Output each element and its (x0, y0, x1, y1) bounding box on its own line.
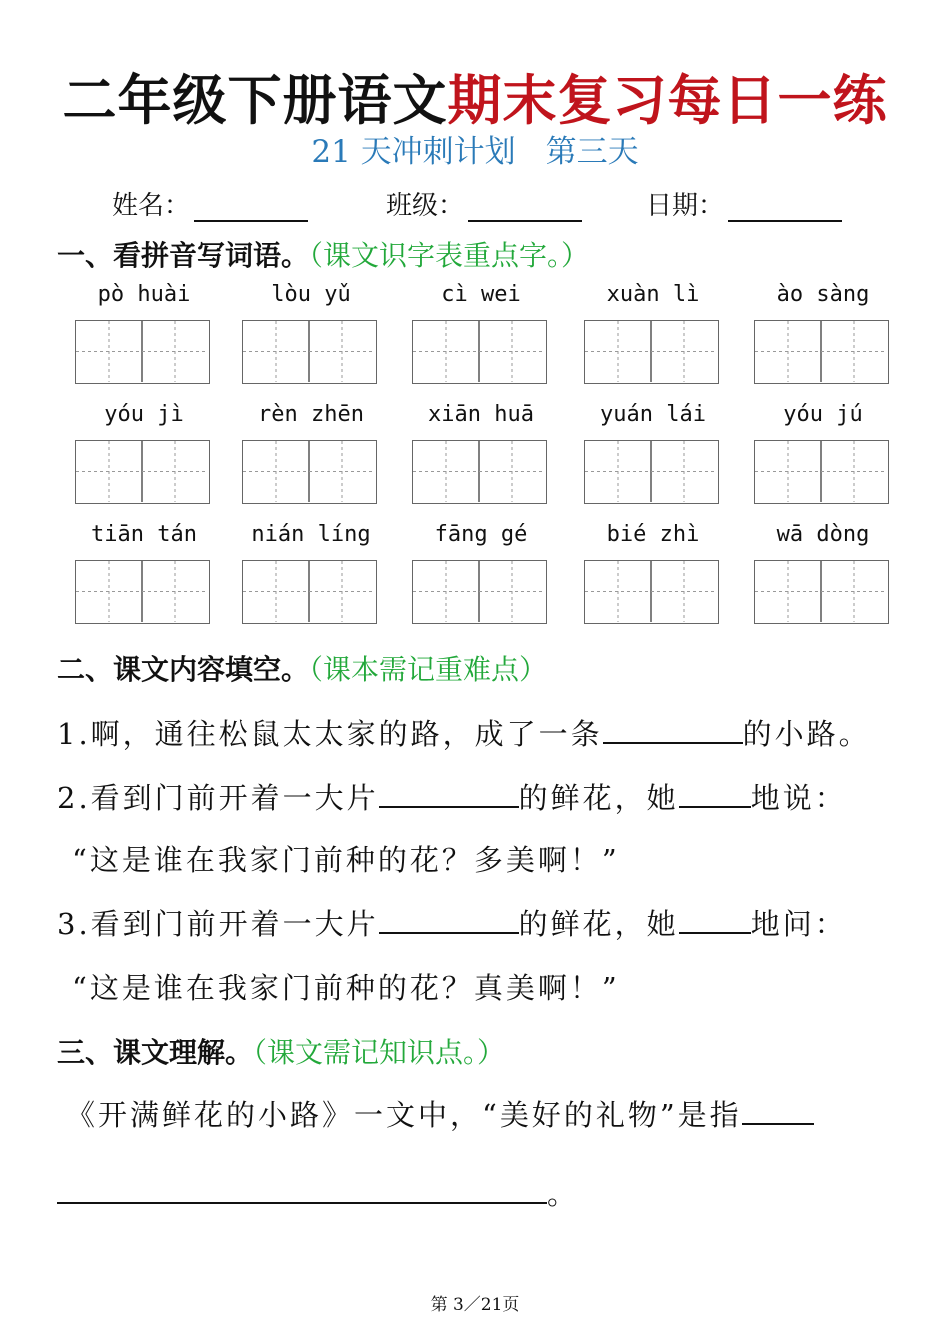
section1-heading: 一、看拼音写词语。（课文识字表重点字。） (57, 239, 590, 272)
date-label: 日期： (646, 191, 725, 221)
class-label: 班级： (386, 191, 465, 221)
comprehension-blank-1[interactable] (742, 1095, 814, 1125)
class-field[interactable] (386, 185, 582, 222)
name-label: 姓名： (112, 191, 191, 221)
page-number: 第 3／21页 (430, 1295, 520, 1315)
pinyin-label: yuán lái (600, 402, 706, 427)
q3-blank-1[interactable] (379, 904, 519, 934)
pinyin-label: rèn zhēn (258, 402, 364, 427)
pinyin-label: fāng gé (434, 522, 528, 547)
pinyin-label: lòu yǔ (271, 282, 351, 307)
name-blank[interactable] (194, 194, 308, 222)
writing-box[interactable] (242, 560, 377, 624)
question-3: 3.看到门前开着一大片 的鲜花，她 地问： (57, 902, 847, 943)
pinyin-label: ào sàng (776, 282, 870, 307)
pinyin-label: bié zhì (606, 522, 700, 547)
q2-blank-1[interactable] (379, 778, 519, 808)
writing-box[interactable] (754, 320, 889, 384)
section3-heading: 三、课文理解。（课文需记知识点。） (57, 1036, 506, 1069)
writing-box[interactable] (75, 560, 210, 624)
pinyin-label: pò huài (97, 282, 191, 307)
question-1: 1.啊，通往松鼠太太家的路，成了一条 的小路。 (57, 712, 871, 753)
writing-box[interactable] (75, 320, 210, 384)
q1-blank[interactable] (603, 714, 743, 744)
writing-box[interactable] (75, 440, 210, 504)
question-2-quote: “这是谁在我家门前种的花？多美啊！” (72, 843, 620, 877)
section2-hint: （课本需记重难点） (309, 653, 548, 686)
title-part1: 二年级下册语文 (62, 69, 448, 132)
date-blank[interactable] (728, 194, 842, 222)
pinyin-label: yóu jú (783, 402, 863, 427)
comprehension-blank-2[interactable] (57, 1174, 547, 1204)
section3-hint: （课文需记知识点。） (253, 1036, 506, 1069)
writing-box[interactable] (754, 560, 889, 624)
writing-box[interactable] (242, 440, 377, 504)
q2-blank-2[interactable] (679, 778, 751, 808)
page-subtitle (0, 126, 950, 171)
pinyin-label: xiān huā (428, 402, 534, 427)
writing-box[interactable] (754, 440, 889, 504)
q3-blank-2[interactable] (679, 904, 751, 934)
subtitle-day: 第三天 (545, 134, 639, 170)
name-field[interactable] (112, 185, 308, 222)
writing-box[interactable] (242, 320, 377, 384)
pinyin-label: xuàn lì (606, 282, 700, 307)
writing-box[interactable] (584, 440, 719, 504)
writing-box[interactable] (412, 560, 547, 624)
writing-box[interactable] (412, 320, 547, 384)
question-3-quote: “这是谁在我家门前种的花？真美啊！” (72, 971, 620, 1005)
comprehension-line-2: 。 (57, 1172, 576, 1213)
pinyin-label: tiān tán (91, 522, 197, 547)
writing-box[interactable] (584, 320, 719, 384)
section1-hint: （课文识字表重点字。） (309, 239, 590, 272)
writing-box[interactable] (584, 560, 719, 624)
pinyin-label: yóu jì (104, 402, 184, 427)
writing-box[interactable] (412, 440, 547, 504)
class-blank[interactable] (468, 194, 582, 222)
question-2: 2.看到门前开着一大片 的鲜花，她 地说： (57, 776, 847, 817)
date-field[interactable] (646, 185, 842, 222)
page-title (0, 58, 950, 135)
comprehension-question: 《开满鲜花的小路》一文中，“美好的礼物”是指 (66, 1093, 814, 1134)
title-part2: 期末复习每日一练 (447, 69, 888, 132)
pinyin-label: nián líng (251, 522, 371, 547)
subtitle-plan: 21 天冲刺计划 (311, 134, 516, 170)
section2-heading: 二、课文内容填空。（课本需记重难点） (57, 653, 548, 686)
pinyin-label: wā dòng (776, 522, 870, 547)
pinyin-label: cì wei (441, 282, 521, 307)
